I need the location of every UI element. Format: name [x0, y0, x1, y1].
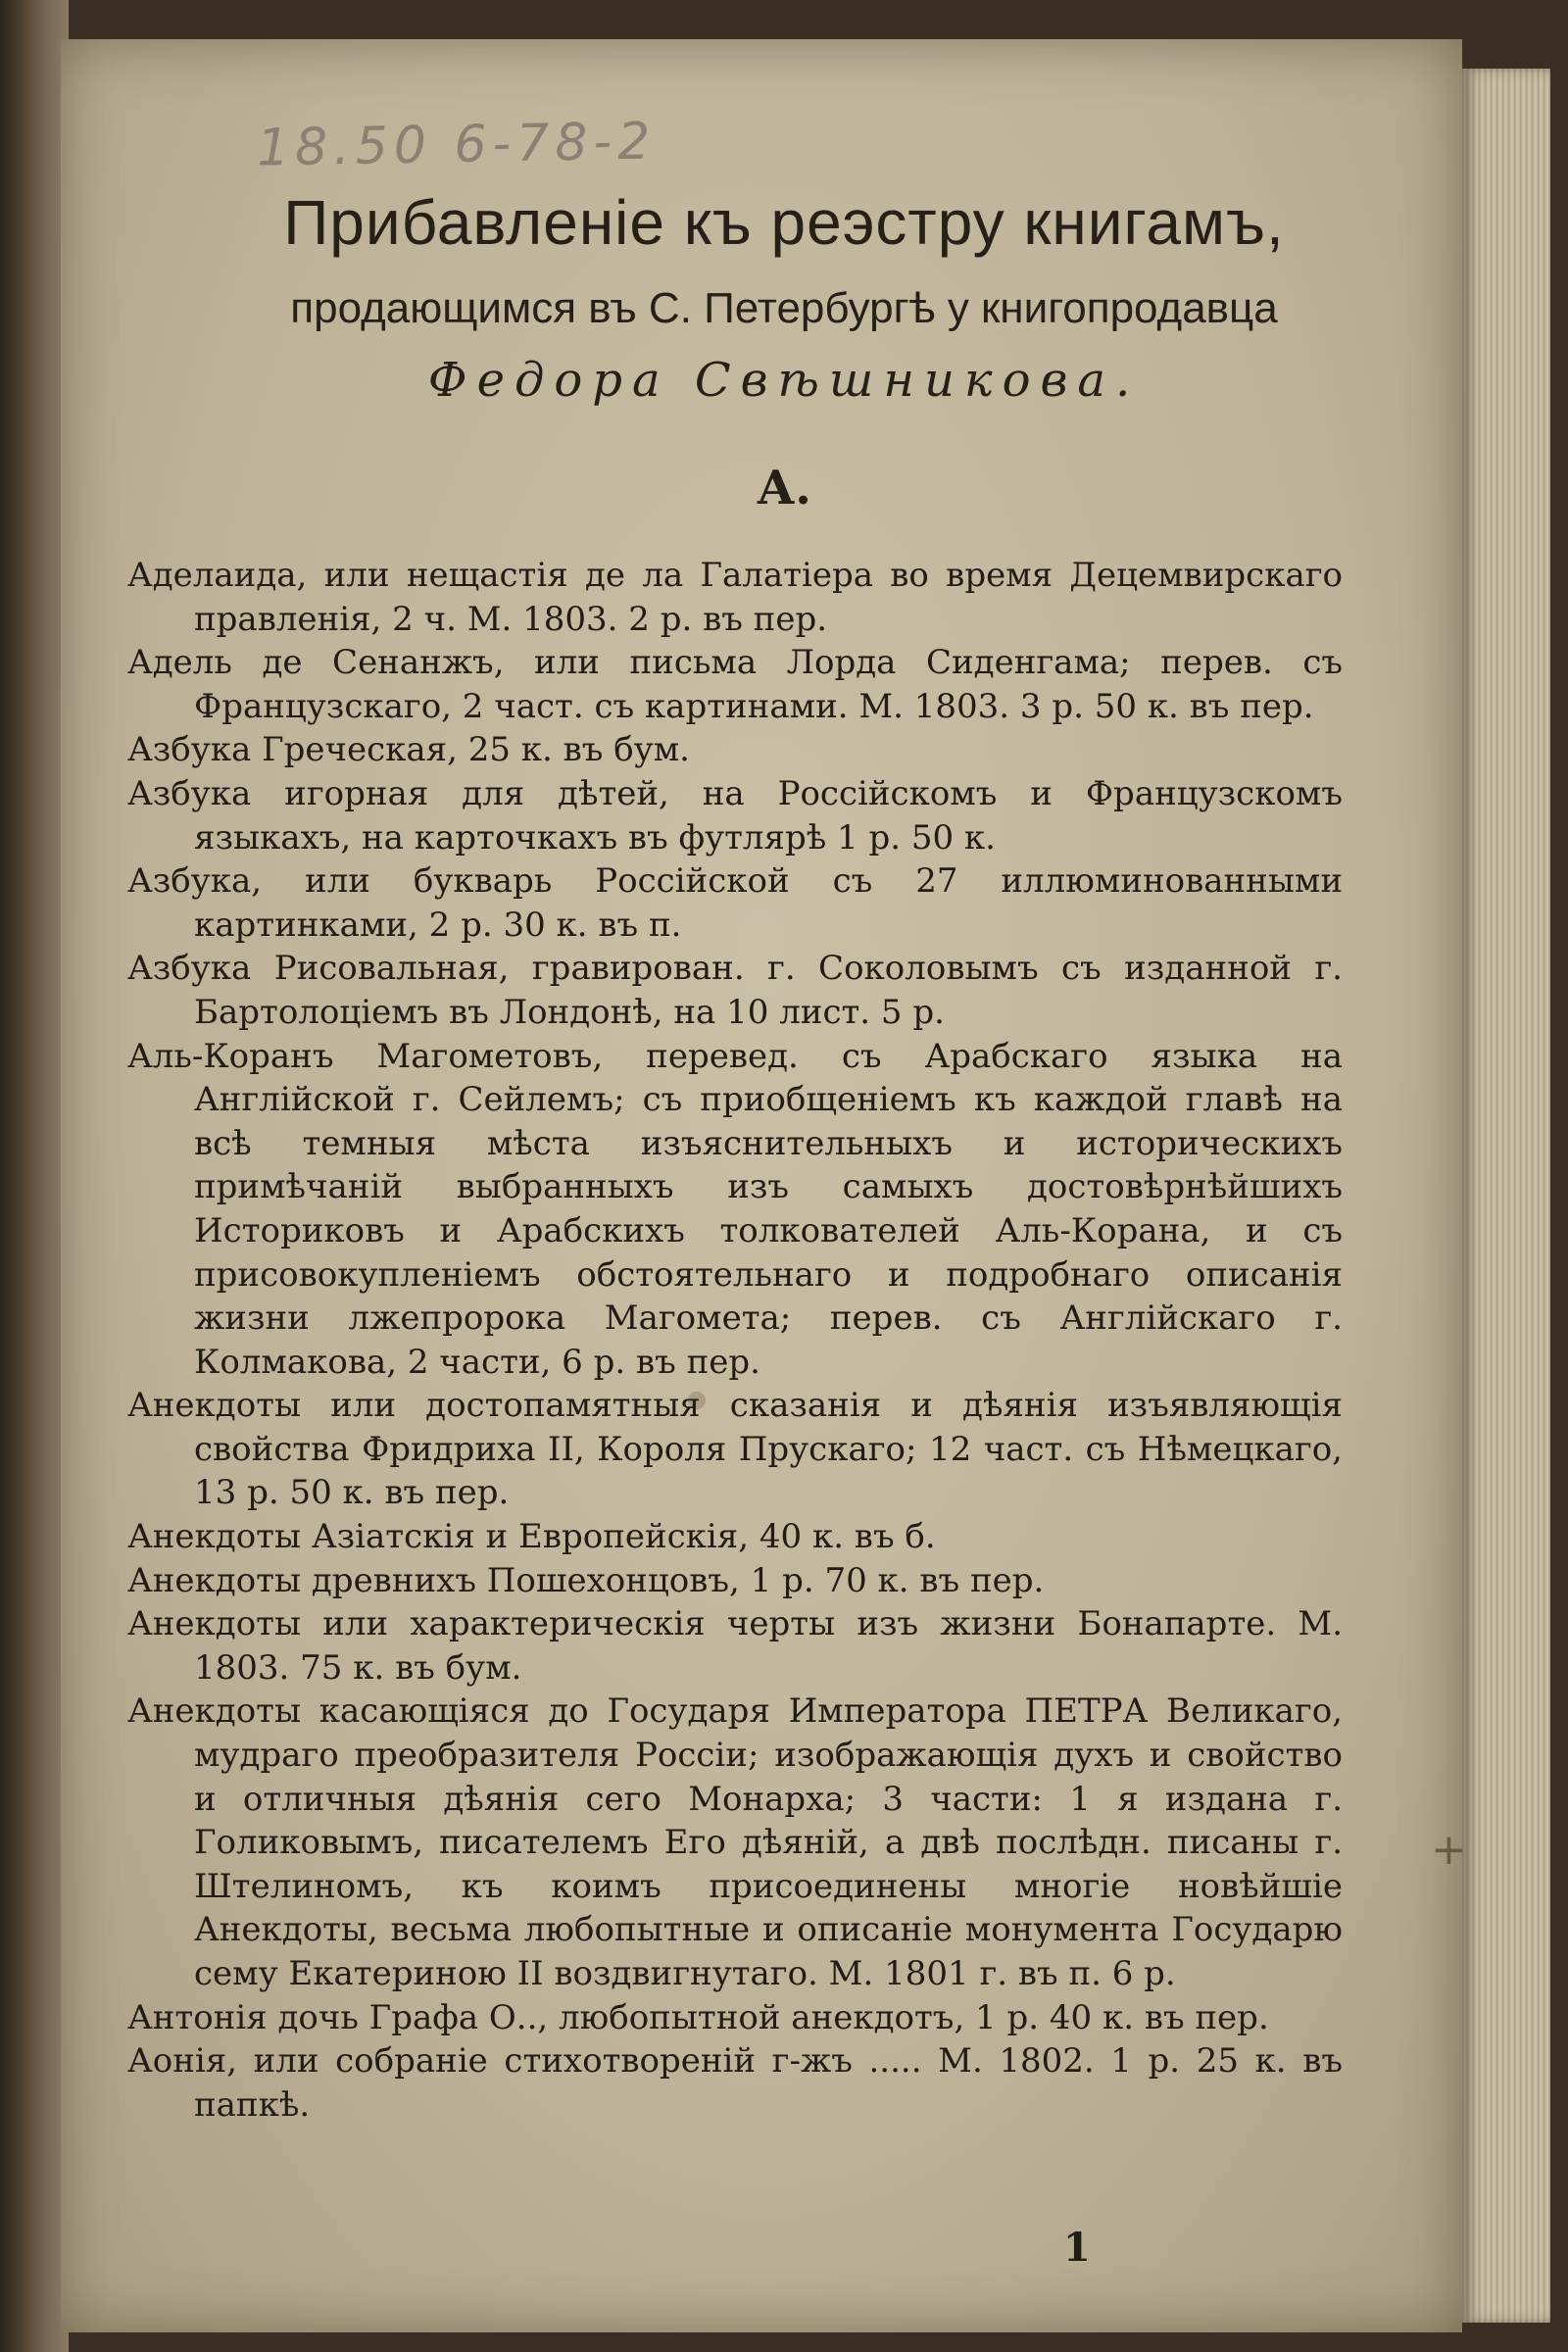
- catalog-entry: Анекдоты Азіатскія и Европейскія, 40 к. въ б.: [127, 1517, 936, 1557]
- catalog-entry: Анекдоты или достопамятныя сказанія и дѣянія изъявляющія свойства Фридриха II, Короля Прускаго; 12 част. съ Нѣмецкаго, 13 р. 50 к. въ пер.: [127, 1386, 1343, 1513]
- section-letter: А.: [757, 461, 811, 515]
- catalog-entry: Аонія, или собраніе стихотвореній г-жъ ..... М. 1802. 1 р. 25 к. въ папкѣ.: [127, 2041, 1343, 2125]
- page-number: 1: [1063, 2225, 1091, 2271]
- catalog-entry: Анекдоты или характерическія черты изъ жизни Бонапарте. М. 1803. 75 к. въ бум.: [127, 1604, 1343, 1688]
- title-line-2: продающимся въ С. Петербургѣ у книгопродавца: [290, 284, 1278, 332]
- catalog-entry: Азбука игорная для дѣтей, на Россійскомъ и Французскомъ языкахъ, на карточкахъ въ футлярѣ 1 р. 50 к.: [127, 773, 1343, 858]
- catalog-entry: Азбука Рисовальная, гравирован. г. Соколовымъ съ изданной г. Бартолоціемъ въ Лондонѣ, на 10 лист. 5 р.: [127, 949, 1343, 1032]
- catalog-entries: [127, 554, 1343, 2127]
- title-line-1: Прибавленіе къ реэстру книгамъ,: [283, 187, 1285, 258]
- catalog-entry: Антонія дочь Графа О.., любопытной анекдотъ, 1 р. 40 к. въ пер.: [127, 1997, 1269, 2037]
- title-line-3: Федора Свѣшникова.: [427, 353, 1141, 408]
- catalog-entry: Азбука, или букварь Россійской съ 27 иллюминованными картинками, 2 р. 30 к. въ п.: [127, 861, 1343, 945]
- handwritten-shelfmark: 18.50 6-78-2: [256, 112, 657, 178]
- catalog-entry: Анекдоты древнихъ Пошехонцовъ, 1 р. 70 к. въ пер.: [127, 1560, 1045, 1600]
- catalog-entry: Аль-Коранъ Магометовъ, перевед. съ Арабскаго языка на Англійской г. Сейлемъ; съ приобщеніемъ къ каждой главѣ на всѣ темныя мѣста изъяснительныхъ и историческихъ примѣчаній выбранныхъ изъ самыхъ достовѣрнѣйшихъ Историковъ и Арабскихъ толкователей Аль-Корана, и съ присовокупленіемъ обстоятельнаго и подробнаго описанія жизни лжепророка Магомета; перев. съ Англійскаго г. Колмакова, 2 части, 6 р. въ пер.: [127, 1036, 1343, 1382]
- margin-plus-mark: +: [1431, 1825, 1467, 1875]
- catalog-entry: Азбука Греческая, 25 к. въ бум.: [127, 730, 690, 770]
- catalog-entry: Анекдоты касающіяся до Государя Императора ПЕТРА Великаго, мудраго преобразителя Россіи; изображающія духъ и свойство и отличныя дѣянія сего Монарха; 3 части: 1 я издана г. Голиковымъ, писателемъ Его дѣяній, а двѣ послѣдн. писаны г. Штелиномъ, къ коимъ присоединены многіе новѣйшіе Анекдоты, весьма любопытные и описаніе монумента Государю сему Екатериною II воздвигнутаго. М. 1801 г. въ п. 6 р.: [127, 1691, 1343, 1993]
- catalog-entry: Адель де Сенанжъ, или письма Лорда Сиденгама; перев. съ Французскаго, 2 част. съ картинами. М. 1803. 3 р. 50 к. въ пер.: [127, 643, 1343, 726]
- catalog-entry: Аделаида, или нещастія де ла Галатіера во время Децемвирскаго правленія, 2 ч. М. 1803. 2 р. въ пер.: [127, 556, 1343, 639]
